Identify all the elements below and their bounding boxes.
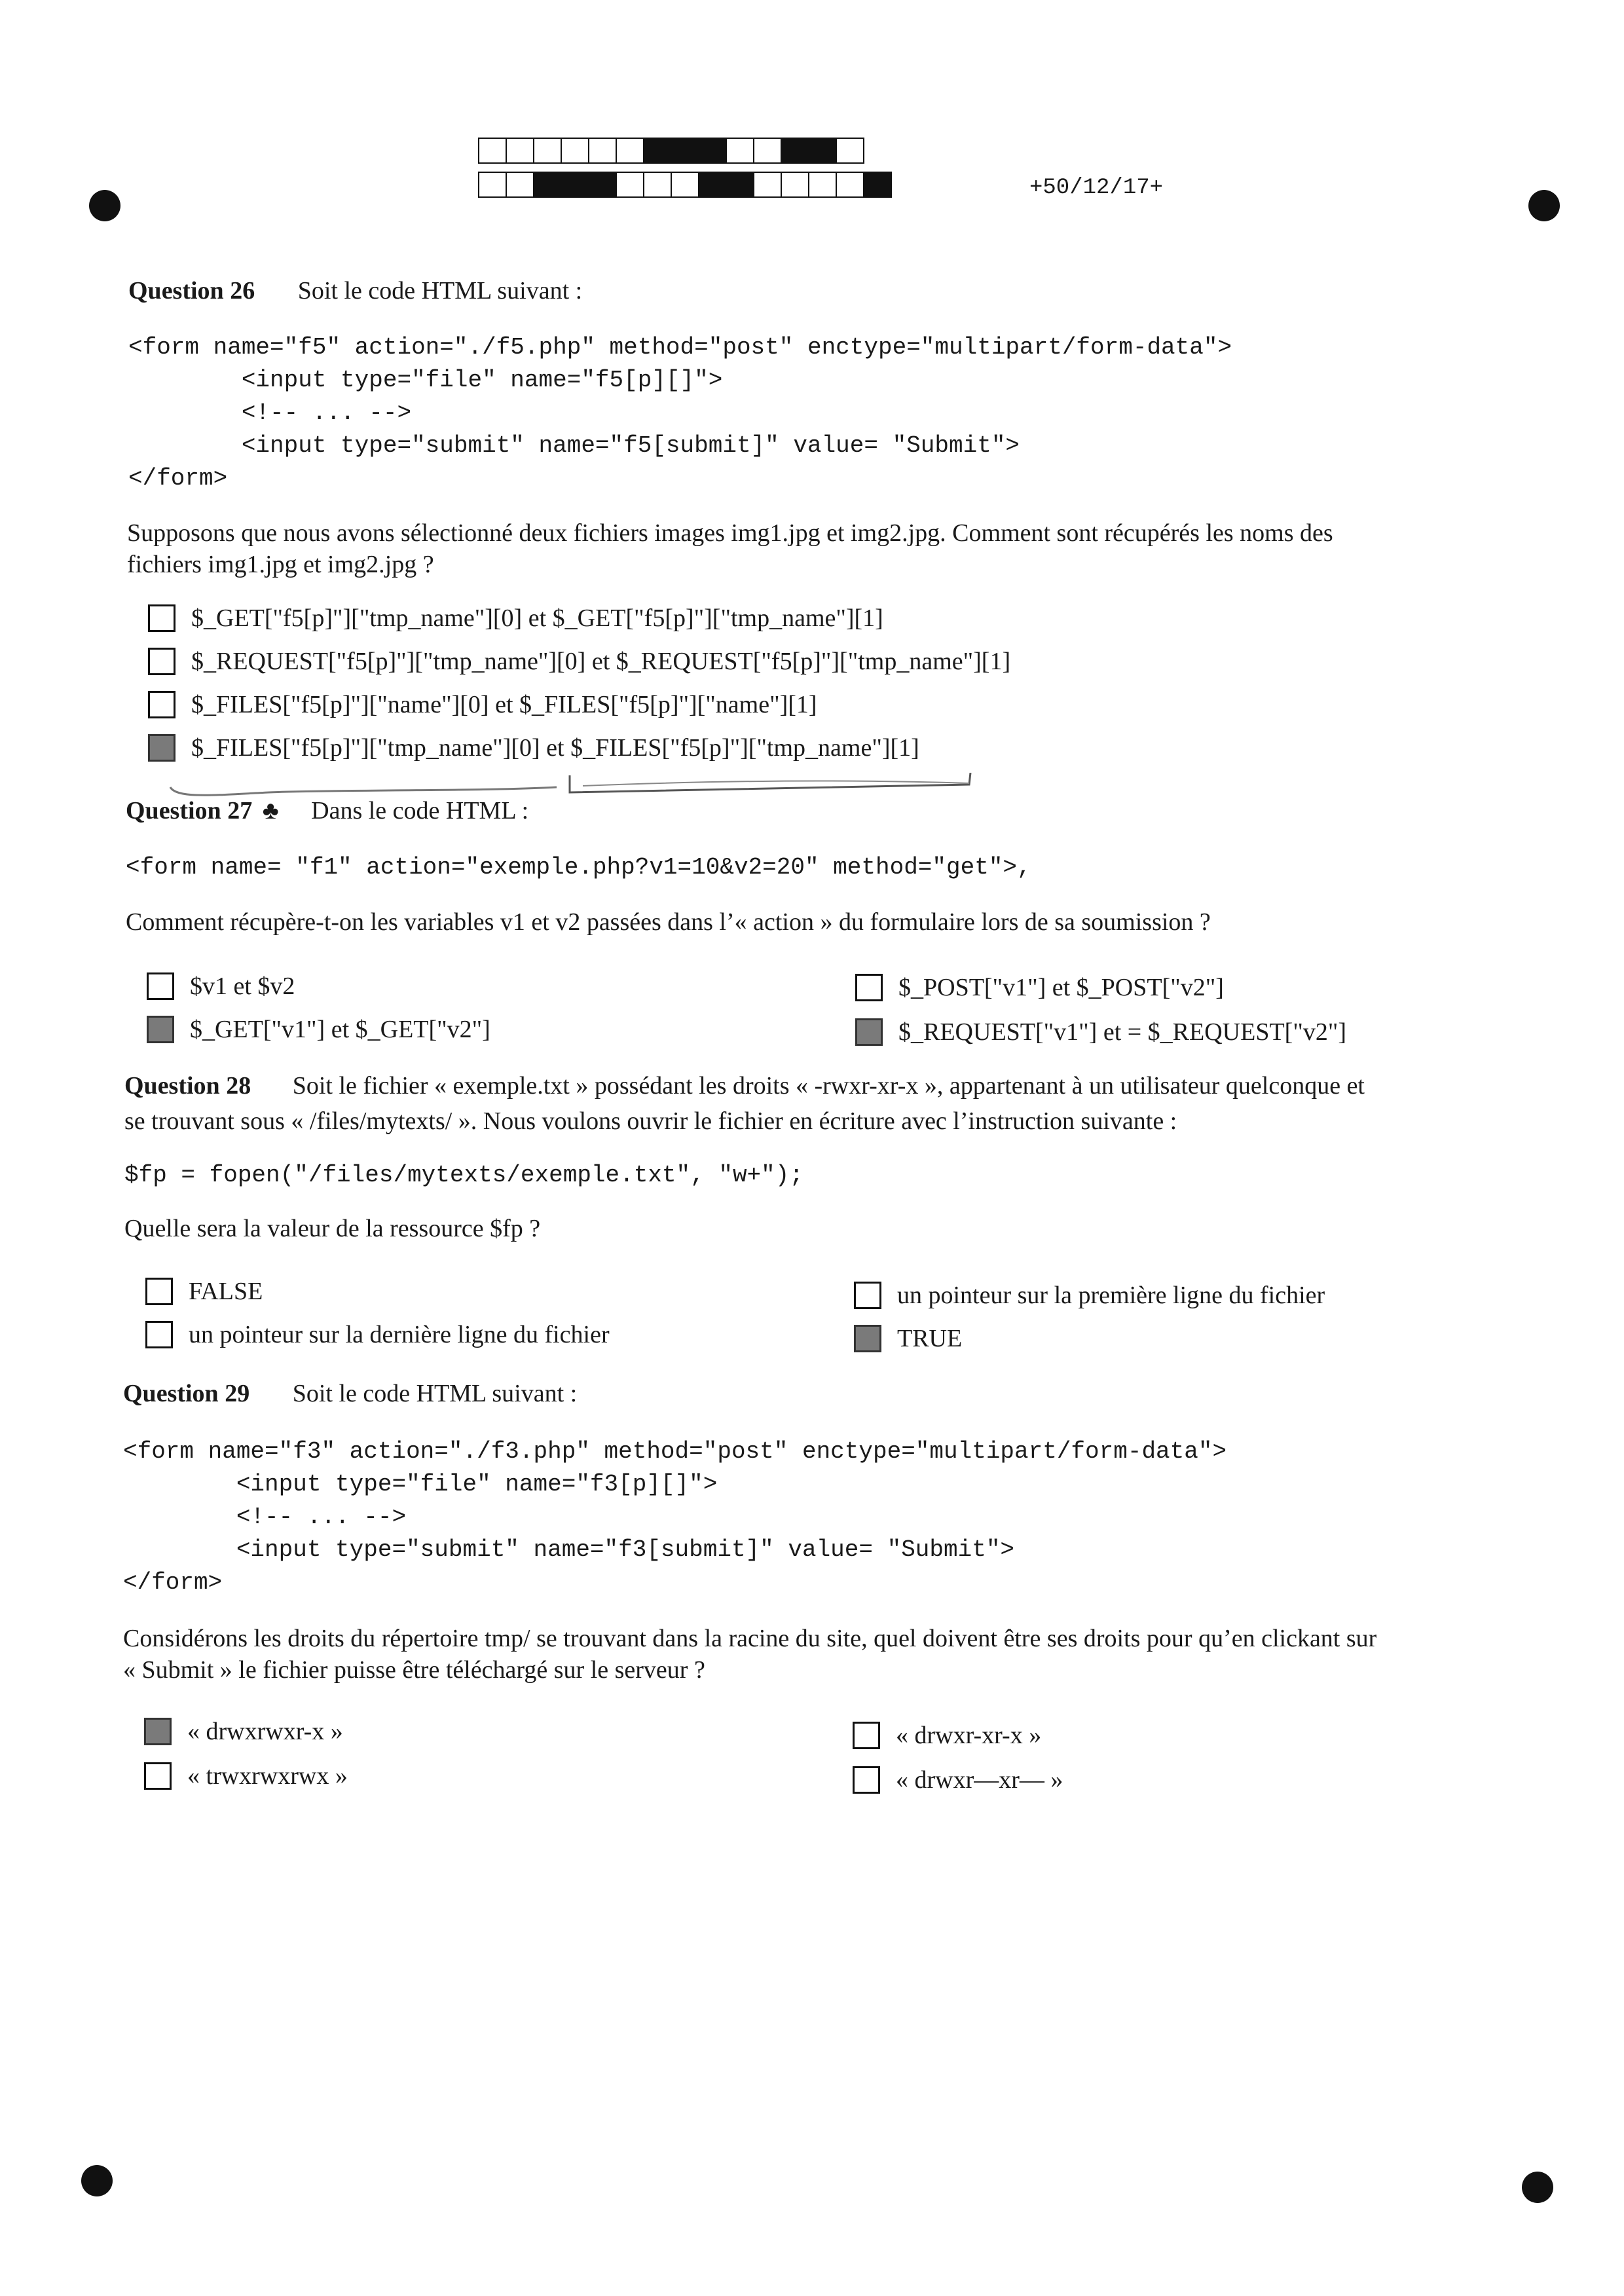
question-text xyxy=(123,1623,1524,1686)
answer-option[interactable] xyxy=(145,1319,610,1350)
question-line: fichiers img1.jpg et img2.jpg ? xyxy=(127,551,434,578)
answer-label: FALSE xyxy=(189,1278,263,1305)
question-29-header xyxy=(123,1378,577,1409)
question-label: Question 29 xyxy=(123,1380,250,1407)
answer-label: $_POST["v1"] et $_POST["v2"] xyxy=(898,974,1224,1001)
checkbox[interactable] xyxy=(853,1722,880,1749)
sheet-id: +50/12/17+ xyxy=(1029,176,1164,200)
answer-option[interactable] xyxy=(853,1764,1063,1796)
checkbox[interactable] xyxy=(144,1762,172,1790)
answer-option[interactable] xyxy=(853,1720,1041,1751)
barcode-cell xyxy=(506,172,534,198)
barcode-cell xyxy=(478,138,507,164)
answer-label: $_REQUEST["f5[p]"]["tmp_name"][0] et $_REQUEST["f5[p]"]["tmp_name"][1] xyxy=(191,648,1011,675)
club-icon: ♣ xyxy=(262,797,279,824)
answer-label: $_FILES["f5[p]"]["name"][0] et $_FILES["f5[p]"]["name"][1] xyxy=(191,691,817,718)
barcode-row-2 xyxy=(478,172,891,198)
question-text: Quelle sera la valeur de la ressource $fp ? xyxy=(124,1215,541,1242)
answer-option[interactable] xyxy=(148,732,919,764)
barcode-cell xyxy=(616,172,644,198)
registration-mark-top-right xyxy=(1528,190,1560,221)
code-line: </form> xyxy=(123,1569,223,1596)
barcode-cell xyxy=(726,138,754,164)
answer-label: TRUE xyxy=(897,1325,963,1352)
question-intro: Soit le fichier « exemple.txt » possédant les droits « -rwxr-xr-x », appartenant à un utilisateur quelconque et xyxy=(292,1072,1365,1100)
answer-label: $_FILES["f5[p]"]["tmp_name"][0] et $_FILES["f5[p]"]["tmp_name"][1] xyxy=(191,734,919,762)
answer-label: « trwxrwxrwx » xyxy=(187,1762,348,1790)
code-block-q27 xyxy=(126,851,1031,884)
answer-option[interactable] xyxy=(855,972,1224,1003)
checkbox[interactable] xyxy=(147,1016,174,1043)
checkbox[interactable] xyxy=(148,648,175,675)
barcode-cell xyxy=(863,172,892,198)
code-line: <input type="submit" name="f3[submit]" value= "Submit"> xyxy=(123,1536,1015,1563)
barcode-cell xyxy=(588,172,617,198)
registration-mark-bottom-left xyxy=(81,2165,113,2196)
barcode-cell xyxy=(478,172,507,198)
code-line: </form> xyxy=(128,465,228,492)
barcode-cell xyxy=(836,172,864,198)
barcode-cell xyxy=(616,138,644,164)
answer-option[interactable] xyxy=(148,689,817,720)
checkbox[interactable] xyxy=(148,604,175,632)
question-line: « Submit » le fichier puisse être téléchargé sur le serveur ? xyxy=(123,1656,705,1684)
question-26-header xyxy=(128,275,582,306)
code-block-q29 xyxy=(123,1435,1227,1599)
answer-option[interactable] xyxy=(854,1323,962,1354)
answer-label: $_GET["v1"] et $_GET["v2"] xyxy=(190,1016,490,1043)
barcode-cell xyxy=(836,138,864,164)
answer-option[interactable] xyxy=(147,1014,490,1045)
barcode-cell xyxy=(753,172,782,198)
question-27-header xyxy=(126,795,528,826)
question-label: Question 27 xyxy=(126,797,253,824)
barcode-cell xyxy=(808,138,837,164)
code-line: <input type="file" name="f5[p][]"> xyxy=(128,367,723,394)
registration-mark-bottom-right xyxy=(1522,2172,1553,2203)
question-line: Supposons que nous avons sélectionné deux fichiers images img1.jpg et img2.jpg. Comment sont récupérés les noms des xyxy=(127,519,1333,547)
question-intro: Soit le code HTML suivant : xyxy=(292,1380,578,1407)
checkbox[interactable] xyxy=(855,1018,883,1046)
checkbox[interactable] xyxy=(855,974,883,1001)
registration-mark-top-left xyxy=(89,190,120,221)
answer-option[interactable] xyxy=(855,1016,1346,1048)
barcode-cell xyxy=(643,172,672,198)
barcode-row-1 xyxy=(478,138,863,164)
question-intro: Dans le code HTML : xyxy=(311,797,529,824)
barcode-cell xyxy=(698,138,727,164)
answer-option[interactable] xyxy=(144,1716,343,1747)
barcode-cell xyxy=(781,138,809,164)
question-text xyxy=(127,517,1522,580)
checkbox[interactable] xyxy=(148,691,175,718)
answer-option[interactable] xyxy=(144,1760,348,1792)
barcode-cell xyxy=(726,172,754,198)
answer-option[interactable] xyxy=(854,1280,1325,1311)
question-28-header xyxy=(124,1070,1365,1102)
answer-label: un pointeur sur la première ligne du fichier xyxy=(897,1282,1325,1309)
checkbox[interactable] xyxy=(853,1766,880,1794)
question-text: se trouvant sous « /files/mytexts/ ». Nous voulons ouvrir le fichier en écriture avec l’instruction suivante : xyxy=(124,1107,1177,1135)
question-line: Considérons les droits du répertoire tmp/ se trouvant dans la racine du site, quel doivent être ses droits pour qu’en clickant sur xyxy=(123,1625,1377,1652)
barcode-cell xyxy=(753,138,782,164)
code-line: $fp = fopen("/files/mytexts/exemple.txt", "w+"); xyxy=(124,1162,803,1189)
code-line: <form name="f5" action="./f5.php" method="post" enctype="multipart/form-data"> xyxy=(128,334,1232,361)
code-block-q26 xyxy=(128,331,1232,495)
barcode-cell xyxy=(588,138,617,164)
barcode-cell xyxy=(781,172,809,198)
barcode-cell xyxy=(561,172,589,198)
checkbox[interactable] xyxy=(148,734,175,762)
answer-label: $_REQUEST["v1"] et = $_REQUEST["v2"] xyxy=(898,1018,1347,1046)
barcode-cell xyxy=(533,138,562,164)
answer-label: $v1 et $v2 xyxy=(190,972,295,1000)
code-line: <input type="submit" name="f5[submit]" value= "Submit"> xyxy=(128,432,1020,459)
barcode-cell xyxy=(561,138,589,164)
code-line: <!-- ... --> xyxy=(123,1504,407,1530)
code-line: <form name= "f1" action="exemple.php?v1=10&v2=20" method="get">, xyxy=(126,854,1031,881)
barcode-cell xyxy=(671,138,699,164)
question-label: Question 28 xyxy=(124,1072,251,1100)
checkbox[interactable] xyxy=(145,1321,173,1348)
answer-option[interactable] xyxy=(145,1276,263,1307)
answer-label: un pointeur sur la dernière ligne du fichier xyxy=(189,1321,610,1348)
question-intro: Soit le code HTML suivant : xyxy=(297,277,583,305)
code-block-q28 xyxy=(124,1159,803,1192)
barcode-cell xyxy=(671,172,699,198)
checkbox[interactable] xyxy=(145,1278,173,1305)
barcode-cell xyxy=(643,138,672,164)
checkbox[interactable] xyxy=(147,972,174,1000)
answer-label: $_GET["f5[p]"]["tmp_name"][0] et $_GET["f5[p]"]["tmp_name"][1] xyxy=(191,604,883,632)
answer-label: « drwxrwxr-x » xyxy=(187,1718,343,1745)
checkbox[interactable] xyxy=(854,1325,881,1352)
barcode-cell xyxy=(533,172,562,198)
barcode-cell xyxy=(808,172,837,198)
answer-option[interactable] xyxy=(147,971,295,1002)
answer-option[interactable] xyxy=(148,602,883,634)
barcode-cell xyxy=(698,172,727,198)
answer-option[interactable] xyxy=(148,646,1010,677)
answer-label: « drwxr-xr-x » xyxy=(896,1722,1042,1749)
code-line: <input type="file" name="f3[p][]"> xyxy=(123,1471,718,1498)
checkbox[interactable] xyxy=(144,1718,172,1745)
question-label: Question 26 xyxy=(128,277,255,305)
checkbox[interactable] xyxy=(854,1282,881,1309)
question-text: Comment récupère-t-on les variables v1 et v2 passées dans l’« action » du formulaire lors de sa soumission ? xyxy=(126,908,1211,936)
answer-label: « drwxr—xr— » xyxy=(896,1766,1063,1794)
barcode-cell xyxy=(506,138,534,164)
code-line: <!-- ... --> xyxy=(128,399,412,426)
code-line: <form name="f3" action="./f3.php" method="post" enctype="multipart/form-data"> xyxy=(123,1438,1227,1465)
